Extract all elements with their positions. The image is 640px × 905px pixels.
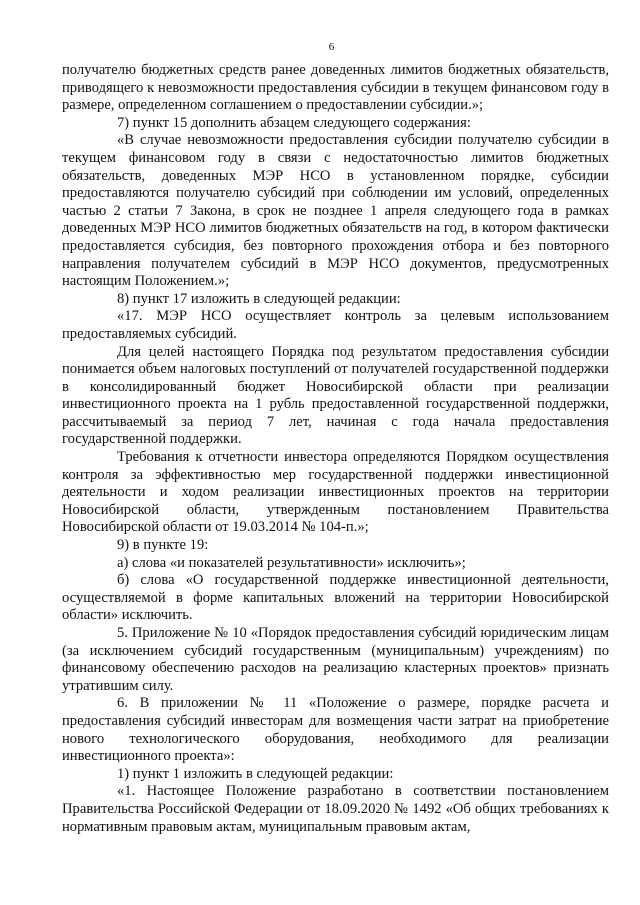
paragraph-3: «В случае невозможности предоставления субсидии получателю субсидии в текущем финансовом году в связи с недостаточностью лимитов бюджетных обязательств, доведенных МЭР НСО в установленном порядке, субсидии предоставляются получателю субсидий при соблюдении им условий, определенных частью 2 статьи 7 Закона, в срок не позднее 1 апреля следующего года в рамках доведенных МЭР НСО лимитов бюджетных обязательств на год, в котором фактически предоставляется субсидия, без повторного прохождения отбора и без повторного направления получателем субсидий в МЭР НСО документов, предусмотренных настоящим Положением.»; (62, 132, 609, 290)
paragraph-12: 6. В приложении № 11 «Положение о размере, порядке расчета и предоставления субсидий инвесторам для возмещения части затрат на приобретение нового технологического оборудования, необходимого для реализации инвестиционного проекта»: (62, 695, 609, 765)
paragraph-13: 1) пункт 1 изложить в следующей редакции: (117, 765, 394, 782)
paragraph-8: 9) в пункте 19: (117, 537, 209, 554)
paragraph-1: получателю бюджетных средств ранее доведенных лимитов бюджетных обязательств, приводящего к невозможности предоставления субсидии в текущем финансовом году в размере, определенном соглашением о предоставлении субсидии.»; (62, 62, 609, 114)
paragraph-2: 7) пункт 15 дополнить абзацем следующего содержания: (117, 114, 471, 131)
paragraph-6: Для целей настоящего Порядка под результатом предоставления субсидии понимается объем налоговых поступлений от получателей государственной поддержки в консолидированный бюджет Новосибирской области при реализации инвестиционного проекта на 1 рубль предоставленной государственной поддержки, рассчитываемый за период 7 лет, начиная с года начала предоставления государственной поддержки. (62, 343, 609, 448)
page-number: 6 (328, 41, 335, 53)
paragraph-7: Требования к отчетности инвестора определяются Порядком осуществления контроля за эффективностью мер государственной поддержки инвестиционной деятельности и ходом реализации инвестиционных проектов на территории Новосибирской области, утвержденным постановлением Правительства Новосибирской области от 19.03.2014 № 104-п.»; (62, 449, 609, 536)
paragraph-10: б) слова «О государственной поддержке инвестиционной деятельности, осуществляемой в форме капитальных вложений на территории Новосибирской области» исключить. (62, 572, 609, 624)
paragraph-11: 5. Приложение № 10 «Порядок предоставления субсидий юридическим лицам (за исключением субсидий государственным (муниципальным) учреждениям) по финансовому обеспечению расходов на реализацию кластерных проектов» признать утратившим силу. (62, 625, 609, 694)
paragraph-5: «17. МЭР НСО осуществляет контроль за целевым использованием предоставляемых субсидий. (62, 308, 609, 342)
paragraph-4: 8) пункт 17 изложить в следующей редакции: (117, 290, 401, 307)
paragraph-9: а) слова «и показателей результативности» исключить»; (117, 554, 466, 571)
paragraph-14: «1. Настоящее Положение разработано в соответствии постановлением Правительства Российской Федерации от 18.09.2020 № 1492 «Об общих требованиях к нормативным правовым актам, муниципальным правовым актам, (62, 783, 609, 835)
